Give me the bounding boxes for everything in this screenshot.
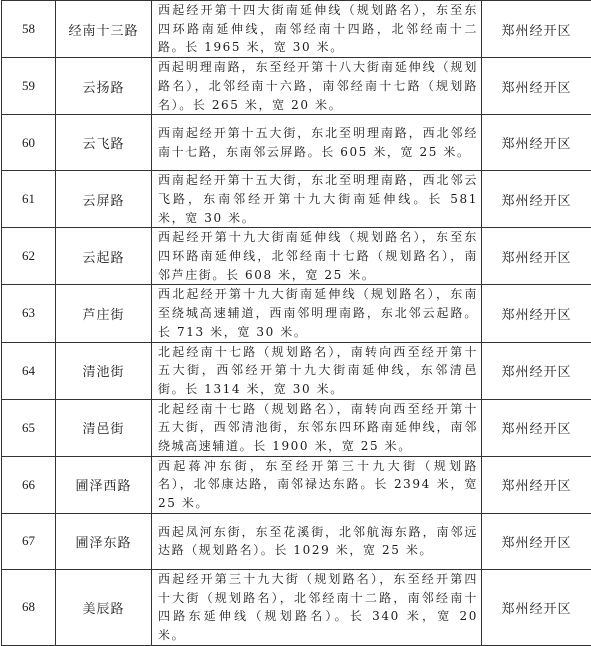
road-name: 芦庄街 (56, 285, 152, 342)
row-number: 61 (2, 171, 56, 228)
road-name: 云起路 (56, 228, 152, 285)
district: 郑州经开区 (482, 456, 591, 513)
district: 郑州经开区 (482, 342, 591, 399)
road-name: 圃泽东路 (56, 513, 152, 569)
road-name: 清邑街 (56, 399, 152, 456)
district: 郑州经开区 (482, 171, 591, 228)
road-description: 西北起经开第十九大街南延伸线（规划路名），东南至绕城高速辅道，西南邻明理南路，东北邻云起路。长 713 米，宽 30 米。 (152, 285, 482, 342)
district: 郑州经开区 (482, 228, 591, 285)
table-row (2, 171, 591, 228)
row-number: 60 (2, 115, 56, 171)
row-number: 62 (2, 228, 56, 285)
table-row (2, 342, 591, 399)
row-number: 66 (2, 456, 56, 513)
table-row (2, 399, 591, 456)
road-name: 圃泽西路 (56, 456, 152, 513)
row-number: 63 (2, 285, 56, 342)
table-row (2, 569, 591, 645)
road-description: 西起明理南路，东至经开第十八大街南延伸线（规划路名），北邻经南十六路，南邻经南十七路（规划路名）。长 265 米，宽 20 米。 (152, 58, 482, 115)
row-number: 68 (2, 569, 56, 645)
table-row (2, 1, 591, 58)
district: 郑州经开区 (482, 1, 591, 58)
road-name: 清池街 (56, 342, 152, 399)
road-description: 西起凤河东街，东至花溪街，北邻航海东路，南邻远达路（规划路名）。长 1029 米，宽 25 米。 (152, 513, 482, 569)
district: 郑州经开区 (482, 285, 591, 342)
road-description: 西起蒋冲东街，东至经开第三十九大街（规划路名），北邻康达路，南邻禄达东路。长 2394 米，宽 25 米。 (152, 456, 482, 513)
table-row (2, 285, 591, 342)
road-description: 西起经开第三十九大街（规划路名），东至经开第四十大街（规划路名），北邻经南十二路，南邻经南十四路东延伸线（规划路名）。长 340 米，宽 20 米。 (152, 569, 482, 645)
road-table (1, 0, 591, 646)
district: 郑州经开区 (482, 115, 591, 171)
table-row (2, 456, 591, 513)
district: 郑州经开区 (482, 513, 591, 569)
road-description: 北起经南十七路（规划路名），南转向西至经开第十五大街，西邻清池街，东邻东四环路南延伸线，南邻绕城高速辅道。长 1900 米，宽 25 米。 (152, 399, 482, 456)
road-description: 北起经南十七路（规划路名），南转向西至经开第十五大街，西邻经开第十九大街南延伸线，东邻清邑街。长 1314 米，宽 30 米。 (152, 342, 482, 399)
table-row (2, 58, 591, 115)
district: 郑州经开区 (482, 58, 591, 115)
road-name: 云扬路 (56, 58, 152, 115)
road-description: 西起经开第十九大街南延伸线（规划路名），东至东四环路南延伸线，北邻经南十七路（规划路名），南邻芦庄街。长 608 米，宽 25 米。 (152, 228, 482, 285)
road-name: 美辰路 (56, 569, 152, 645)
table-row (2, 513, 591, 569)
road-name: 云飞路 (56, 115, 152, 171)
table-row (2, 115, 591, 171)
road-description: 西起经开第十四大街南延伸线（规划路名），东至东四环路南延伸线，南邻经南十四路，北邻经南十二路。长 1965 米，宽 30 米。 (152, 1, 482, 58)
district: 郑州经开区 (482, 569, 591, 645)
district: 郑州经开区 (482, 399, 591, 456)
row-number: 67 (2, 513, 56, 569)
road-description: 西南起经开第十五大街，东北至明理南路，西北邻经南十七路，东南邻云屏路。长 605 米，宽 25 米。 (152, 115, 482, 171)
row-number: 65 (2, 399, 56, 456)
table-row (2, 228, 591, 285)
road-name: 云屏路 (56, 171, 152, 228)
row-number: 58 (2, 1, 56, 58)
row-number: 59 (2, 58, 56, 115)
road-name: 经南十三路 (56, 1, 152, 58)
row-number: 64 (2, 342, 56, 399)
road-description: 西南起经开第十五大街，东北至明理南路，西北邻云飞路，东南邻经开第十九大街南延伸线。长 581 米，宽 30 米。 (152, 171, 482, 228)
